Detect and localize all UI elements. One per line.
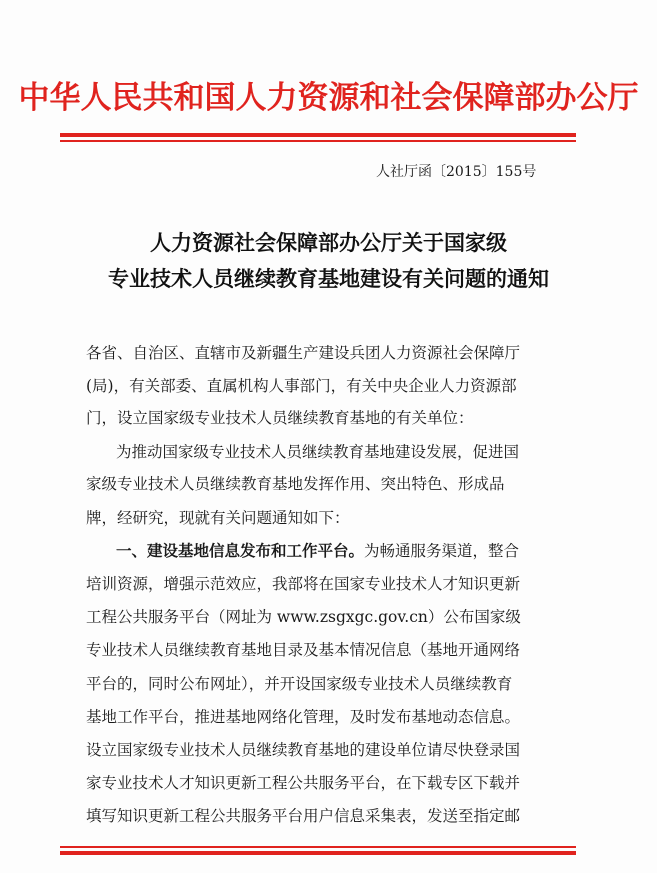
document-title-line-2: 专业技术人员继续教育基地建设有关问题的通知 [108,266,549,291]
section-1-line-4: 专业技术人员继续教育基地目录及基本情况信息（基地开通网络 [86,641,521,659]
section-1-line-3: 工程公共服务平台（网址为 www.zsgxgc.gov.cn）公布国家级 [86,608,521,626]
section-1-line-5: 平台的，同时公布网址），并开设国家级专业技术人员继续教育 [86,675,513,693]
header-divider-thin [60,140,576,142]
section-1-line-8: 家专业技术人才知识更新工程公共服务平台，在下载专区下载并 [86,774,521,792]
recipients-line-2: (局)，有关部委、直属机构人事部门，有关中央企业人力资源部 [86,377,517,395]
document-title-line-1: 人力资源社会保障部办公厅关于国家级 [150,230,507,255]
section-1-first-line [116,539,580,561]
section-1-first-line-tail: 为畅通服务渠道，整合 [364,542,520,560]
intro-line-3: 牌，经研究，现就有关问题通知如下： [86,509,350,527]
header-divider-thick [60,133,576,137]
section-1-line-9: 填写知识更新工程公共服务平台用户信息采集表，发送至指定邮 [86,807,521,825]
document-number: 人社厅函〔2015〕155号 [376,164,537,180]
section-1-heading: 一、建设基地信息发布和工作平台。 [116,541,365,560]
recipients-line-3: 门，设立国家级专业技术人员继续教育基地的有关单位： [86,409,474,427]
issuer-header: 中华人民共和国人力资源和社会保障部办公厅 [18,80,639,116]
section-1-line-2: 培训资源，增强示范效应，我部将在国家专业技术人才知识更新 [86,575,521,593]
footer-divider-thick [60,851,576,855]
intro-line-2: 家级专业技术人员继续教育基地发挥作用、突出特色、形成品 [86,475,505,493]
intro-line-1: 为推动国家级专业技术人员继续教育基地建设发展，促进国 [116,443,520,461]
section-1-line-7: 设立国家级专业技术人员继续教育基地的建设单位请尽快登录国 [86,741,521,759]
section-1-line-6: 基地工作平台，推进基地网络化管理，及时发布基地动态信息。 [86,708,521,726]
recipients-line-1: 各省、自治区、直辖市及新疆生产建设兵团人力资源社会保障厅 [86,344,521,362]
footer-divider-thin [60,846,576,848]
